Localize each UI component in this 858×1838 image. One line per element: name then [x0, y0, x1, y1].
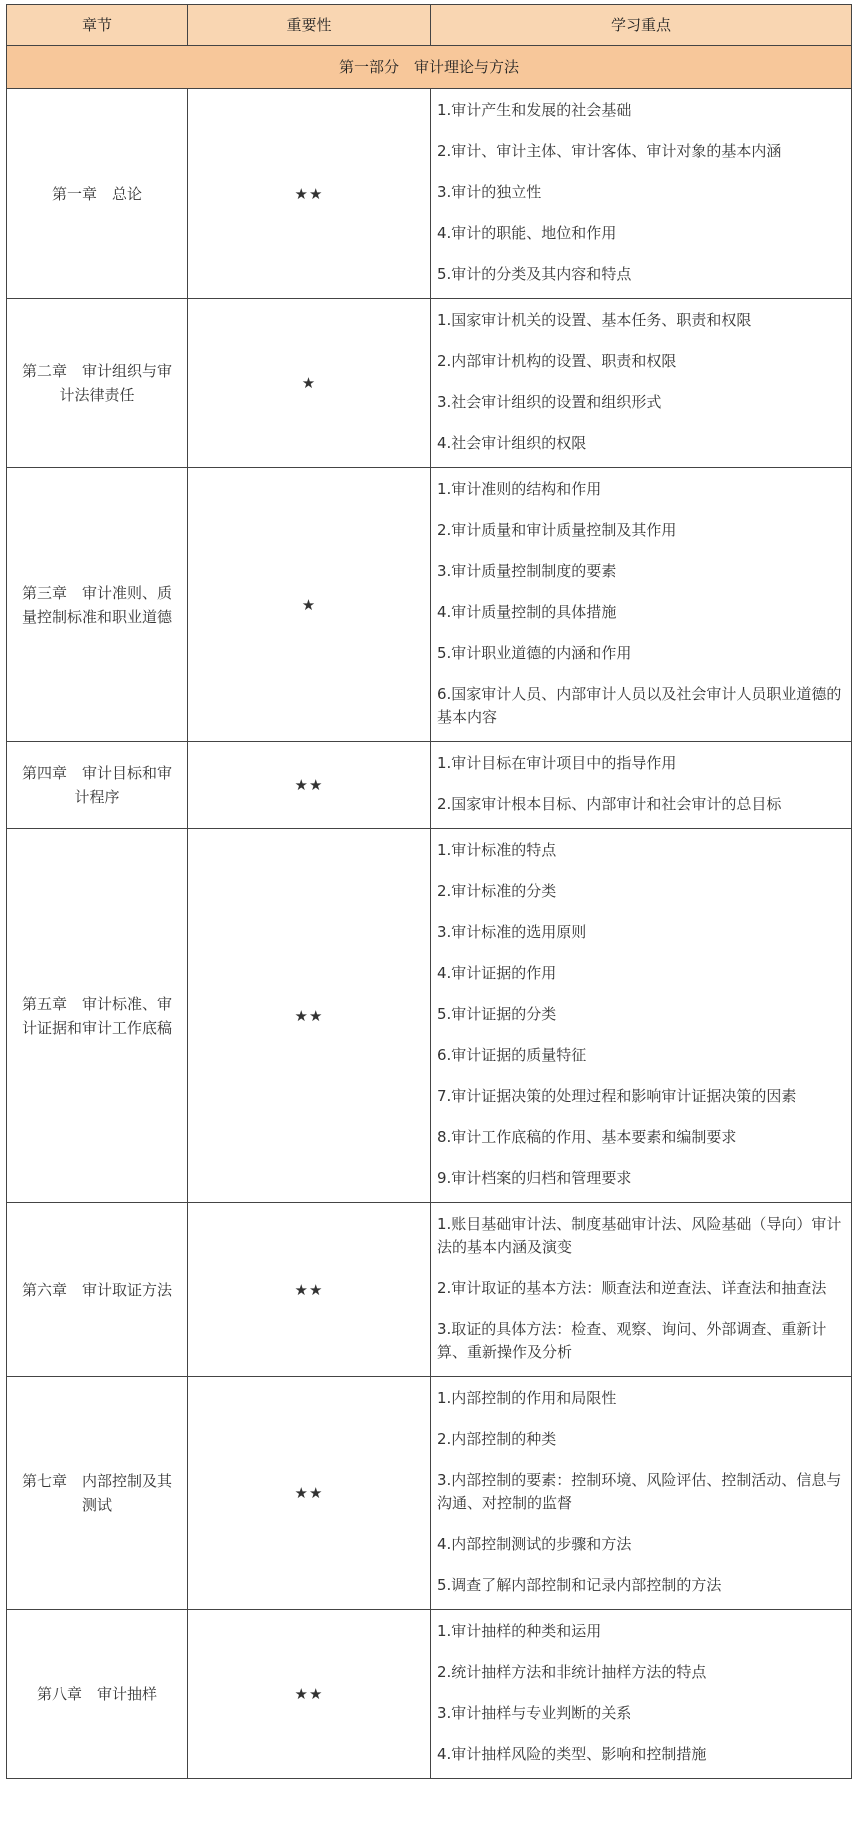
key-point: 1.审计目标在审计项目中的指导作用 — [437, 754, 677, 772]
key-point: 2.内部审计机构的设置、职责和权限 — [437, 352, 677, 370]
chapter-title: 第三章 审计准则、质量控制标准和职业道德 — [7, 468, 188, 742]
table-row — [7, 1377, 852, 1610]
key-point: 2.审计质量和审计质量控制及其作用 — [437, 521, 677, 539]
key-points — [431, 1377, 852, 1610]
key-point: 4.审计质量控制的具体措施 — [437, 603, 617, 621]
key-point: 4.审计证据的作用 — [437, 964, 557, 982]
key-point: 1.审计准则的结构和作用 — [437, 480, 602, 498]
chapter-title: 第六章 审计取证方法 — [7, 1203, 188, 1377]
importance-stars: ★★ — [188, 1203, 431, 1377]
table-header-row — [7, 5, 852, 46]
importance-stars: ★ — [188, 299, 431, 468]
table-row — [7, 742, 852, 829]
key-points — [431, 468, 852, 742]
key-point: 6.审计证据的质量特征 — [437, 1046, 587, 1064]
key-point: 7.审计证据决策的处理过程和影响审计证据决策的因素 — [437, 1087, 797, 1105]
key-point: 3.审计质量控制制度的要素 — [437, 562, 617, 580]
header-importance: 重要性 — [188, 5, 431, 46]
key-point: 4.审计抽样风险的类型、影响和控制措施 — [437, 1745, 707, 1763]
key-point: 2.审计、审计主体、审计客体、审计对象的基本内涵 — [437, 142, 782, 160]
table-row — [7, 829, 852, 1203]
importance-stars: ★★ — [188, 1377, 431, 1610]
importance-stars: ★★ — [188, 829, 431, 1203]
key-point: 3.审计抽样与专业判断的关系 — [437, 1704, 632, 1722]
key-point: 5.审计的分类及其内容和特点 — [437, 265, 632, 283]
key-point: 2.统计抽样方法和非统计抽样方法的特点 — [437, 1663, 707, 1681]
key-point: 3.审计的独立性 — [437, 183, 542, 201]
table-row — [7, 1610, 852, 1779]
key-point: 1.内部控制的作用和局限性 — [437, 1389, 617, 1407]
key-point: 4.内部控制测试的步骤和方法 — [437, 1535, 632, 1553]
key-point: 5.调查了解内部控制和记录内部控制的方法 — [437, 1576, 722, 1594]
key-point: 9.审计档案的归档和管理要求 — [437, 1169, 632, 1187]
key-point: 1.账目基础审计法、制度基础审计法、风险基础（导向）审计法的基本内涵及演变 — [437, 1215, 842, 1256]
key-point: 1.审计标准的特点 — [437, 841, 557, 859]
table-row — [7, 1203, 852, 1377]
table-row — [7, 89, 852, 299]
chapter-title: 第二章 审计组织与审计法律责任 — [7, 299, 188, 468]
key-point: 3.审计标准的选用原则 — [437, 923, 587, 941]
key-point: 4.审计的职能、地位和作用 — [437, 224, 617, 242]
key-point: 3.内部控制的要素：控制环境、风险评估、控制活动、信息与沟通、对控制的监督 — [437, 1471, 842, 1512]
chapter-title: 第七章 内部控制及其测试 — [7, 1377, 188, 1610]
key-points — [431, 742, 852, 829]
key-point: 2.审计标准的分类 — [437, 882, 557, 900]
chapter-title: 第五章 审计标准、审计证据和审计工作底稿 — [7, 829, 188, 1203]
chapter-title: 第八章 审计抽样 — [7, 1610, 188, 1779]
key-point: 3.社会审计组织的设置和组织形式 — [437, 393, 662, 411]
key-points — [431, 299, 852, 468]
chapter-title: 第四章 审计目标和审计程序 — [7, 742, 188, 829]
key-points — [431, 89, 852, 299]
key-point: 1.审计抽样的种类和运用 — [437, 1622, 602, 1640]
key-points — [431, 1203, 852, 1377]
importance-stars: ★★ — [188, 89, 431, 299]
chapter-title: 第一章 总论 — [7, 89, 188, 299]
importance-stars: ★ — [188, 468, 431, 742]
header-key-points: 学习重点 — [431, 5, 852, 46]
key-point: 1.国家审计机关的设置、基本任务、职责和权限 — [437, 311, 752, 329]
key-point: 2.审计取证的基本方法：顺查法和逆查法、详查法和抽查法 — [437, 1279, 827, 1297]
key-point: 6.国家审计人员、内部审计人员以及社会审计人员职业道德的基本内容 — [437, 685, 842, 726]
table-row — [7, 299, 852, 468]
part-title: 第一部分 审计理论与方法 — [7, 46, 852, 89]
key-point: 2.国家审计根本目标、内部审计和社会审计的总目标 — [437, 795, 782, 813]
header-chapter: 章节 — [7, 5, 188, 46]
part-row — [7, 46, 852, 89]
key-point: 2.内部控制的种类 — [437, 1430, 557, 1448]
study-plan-page — [6, 4, 851, 1779]
key-point: 5.审计职业道德的内涵和作用 — [437, 644, 632, 662]
table-row — [7, 468, 852, 742]
key-point: 5.审计证据的分类 — [437, 1005, 557, 1023]
key-points — [431, 1610, 852, 1779]
importance-stars: ★★ — [188, 742, 431, 829]
key-point: 4.社会审计组织的权限 — [437, 434, 587, 452]
key-points — [431, 829, 852, 1203]
key-point: 1.审计产生和发展的社会基础 — [437, 101, 632, 119]
key-point: 8.审计工作底稿的作用、基本要素和编制要求 — [437, 1128, 737, 1146]
importance-stars: ★★ — [188, 1610, 431, 1779]
key-point: 3.取证的具体方法：检查、观察、询问、外部调查、重新计算、重新操作及分析 — [437, 1320, 827, 1361]
study-plan-table — [6, 4, 852, 1779]
